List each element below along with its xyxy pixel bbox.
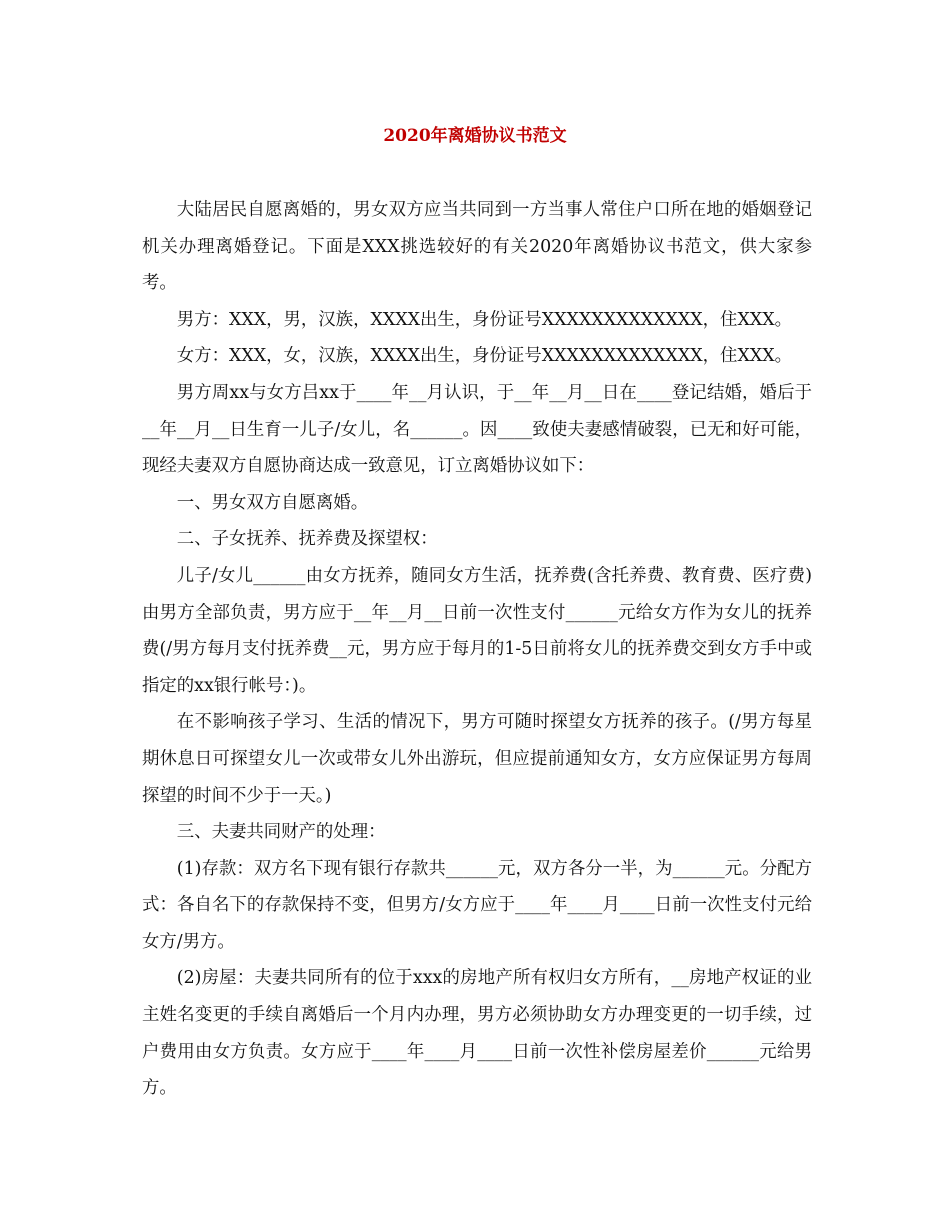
paragraph-marriage-background: 男方周xx与女方吕xx于____年__月认识，于__年__月__日在____登记结婚，婚后于__年__月__日生育一儿子/女儿，名______。因____致使夫妻感情破裂，已无和好可能，现经夫妻双方自愿协商达成一致意见，订立离婚协议如下： (142, 382, 812, 477)
paragraph-child-support: 儿子/女儿______由女方抚养，随同女方生活，抚养费(含托养费、教育费、医疗费)由男方全部负责，男方应于__年__月__日前一次性支付______元给女方作为女儿的抚养费(/男方每月支付抚养费__元，男方应于每月的1-5日前将女儿的抚养费交到女方手中或指定的xx银行帐号：)。 (142, 565, 812, 696)
document-body (142, 192, 812, 1107)
paragraph-deposits: (1)存款：双方名下现有银行存款共______元，双方各分一半，为______元。分配方式：各自名下的存款保持不变，但男方/女方应于____年____月____日前一次性支付元给女方/男方。 (142, 858, 812, 952)
paragraph-female-party: 女方：XXX，女，汉族，XXXX出生，身份证号XXXXXXXXXXXXX，住XXX。 (176, 346, 792, 367)
document-title: 2020年离婚协议书范文 (383, 126, 567, 146)
paragraph-clause-1: 一、男女双方自愿离婚。 (176, 492, 369, 513)
paragraph-house: (2)房屋：夫妻共同所有的位于xxx的房地产所有权归女方所有，__房地产权证的业主姓名变更的手续自离婚后一个月内办理，男方必须协助女方办理变更的一切手续，过户费用由女方负责。女方应于____年____月____日前一次性补偿房屋差价______元给男方。 (142, 968, 812, 1099)
paragraph-male-party: 男方：XXX，男，汉族，XXXX出生，身份证号XXXXXXXXXXXXX，住XXX。 (176, 309, 792, 330)
paragraph-clause-3-heading: 三、夫妻共同财产的处理： (176, 822, 386, 843)
paragraph-intro: 大陆居民自愿离婚的，男女双方应当共同到一方当事人常住户口所在地的婚姻登记机关办理离婚登记。下面是XXX挑选较好的有关2020年离婚协议书范文，供大家参考。 (142, 200, 812, 294)
paragraph-visitation: 在不影响孩子学习、生活的情况下，男方可随时探望女方抚养的孩子。(/男方每星期休息日可探望女儿一次或带女儿外出游玩，但应提前通知女方，女方应保证男方每周探望的时间不少于一天。) (142, 712, 812, 806)
paragraph-clause-2-heading: 二、子女抚养、抚养费及探望权： (176, 529, 438, 550)
